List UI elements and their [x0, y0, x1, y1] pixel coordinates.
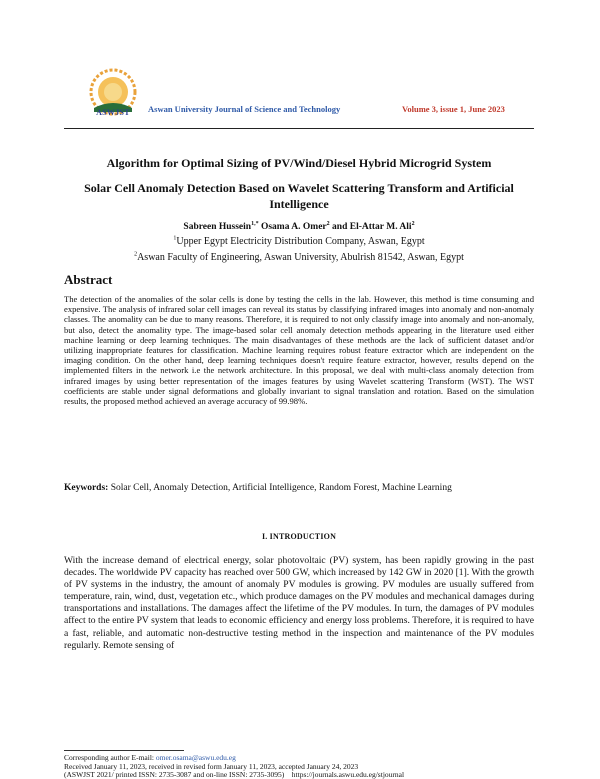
corresponding-author [64, 753, 236, 762]
affiliation-2-sup: 2 [134, 251, 138, 258]
author-2-sup: 2 [326, 220, 330, 227]
author-1: Sabreen Hussein [183, 222, 252, 232]
section-heading-introduction: I. INTRODUCTION [261, 532, 337, 541]
affiliation-1-sup: 1 [173, 235, 177, 242]
author-1-sup: 1,* [251, 220, 259, 227]
keywords-text: Solar Cell, Anomaly Detection, Artificial Intelligence, Random Forest, Machine Learning [110, 483, 452, 493]
issn-text: (ASWJST 2021/ printed ISSN: 2735-3087 and on-line ISSN: 2735-3095) [64, 770, 285, 779]
issn-line [64, 770, 404, 779]
corresponding-label: Corresponding author E-mail: [64, 753, 154, 762]
header-divider [64, 128, 534, 129]
affiliation-1-text: Upper Egypt Electricity Distribution Company, Aswan, Egypt [176, 236, 425, 247]
footnote-divider [64, 750, 184, 751]
author-2: Osama A. Omer [260, 222, 327, 232]
journal-url[interactable]: https://journals.aswu.edu.eg/stjournal [291, 770, 405, 779]
author-3-sup: 2 [411, 220, 415, 227]
abstract-body: The detection of the anomalies of the solar cells is done by testing the cells in the lab. However, this method is time consuming and expensive. The analysis of infrared solar cell images can reveal its status by classifying infrared images into anomaly and non-anomaly classes. The anomality can be due to many reasons. Therefore, it is required to not only classify image into anomaly and non-anomaly, but also, detect the anomality type. The image-based solar cell anomaly detection methods appearing in the literature used either machine learning or deep learning techniques. The main disadvantages of these methods are the lack of sufficient dataset and/or utilizing inappropriate features for classification. Machine learning requires robust feature extractor which are independent on the imaging condition. On the other hand, deep learning techniques doesn't require feature extractor, however, results depend on the implemented filters in the network i.e the network architecture. In this proposal, we deal with multi-class anomaly detection from infrared images by using better representation of the images features by using Wavelet scattering Transform (WST). The WST coefficients are stable under signal deformations and globally invariant to signal translation and rotation. Based on the simulation results, the proposed method achieved an average accuracy of 99.98%. [64, 294, 534, 407]
received-dates: Received January 11, 2023, received in revised form January 11, 2023, accepted January 24, 2023 [64, 762, 359, 771]
affiliation-1 [64, 236, 534, 247]
keywords [64, 482, 534, 495]
author-list: Sabreen Hussein$^{1,*}$ Osama A. Omer$^2$ and El-Attar M. Ali$^2$ [183, 220, 415, 232]
paper-title-2: Solar Cell Anomaly Detection Based on Wavelet Scattering Transform and Artificial Intelligence [84, 181, 514, 211]
journal-logo [84, 68, 142, 126]
author-3: El-Attar M. Ali [349, 222, 412, 232]
introduction-body: With the increase demand of electrical energy, solar photovoltaic (PV) system, has been rapidly growing in the past decades. The worldwide PV capacity has reached over 500 GW, which increased by 142 GW in 2020 [1]. With the growth of PV systems in the industry, the amount of anomaly PV modules is growing. PV modules are usually suffered from temperature, rain, wind, dust, vegetation etc., which produce damages on the PV modules and mechanical damages during transportations and installations. The damages affect the lifetime of the PV modules. In turn, the damages of PV modules affect to the entire PV system that leads to economic efficiency and energy loss problems. Therefore, it is required to have a fast, reliable, and automatic non-destructive testing method in the inspection and maintenance of the PV modules regularly. Remote sensing of [64, 555, 534, 651]
journal-name: Aswan University Journal of Science and Technology [148, 104, 341, 114]
keywords-label: Keywords: [64, 483, 109, 493]
abstract-heading: Abstract [64, 272, 113, 287]
affiliation-2-text: Aswan Faculty of Engineering, Aswan University, Abulrish 81542, Aswan, Egypt [137, 252, 464, 263]
volume-issue: Volume 3, issue 1, June 2023 [402, 104, 505, 114]
logo-wordmark: ASWJST [96, 108, 130, 117]
paper-title-1: Algorithm for Optimal Sizing of PV/Wind/Diesel Hybrid Microgrid System [106, 156, 492, 170]
affiliation-2 [64, 252, 534, 263]
corresponding-email[interactable]: omer.osama@aswu.edu.eg [155, 753, 236, 762]
